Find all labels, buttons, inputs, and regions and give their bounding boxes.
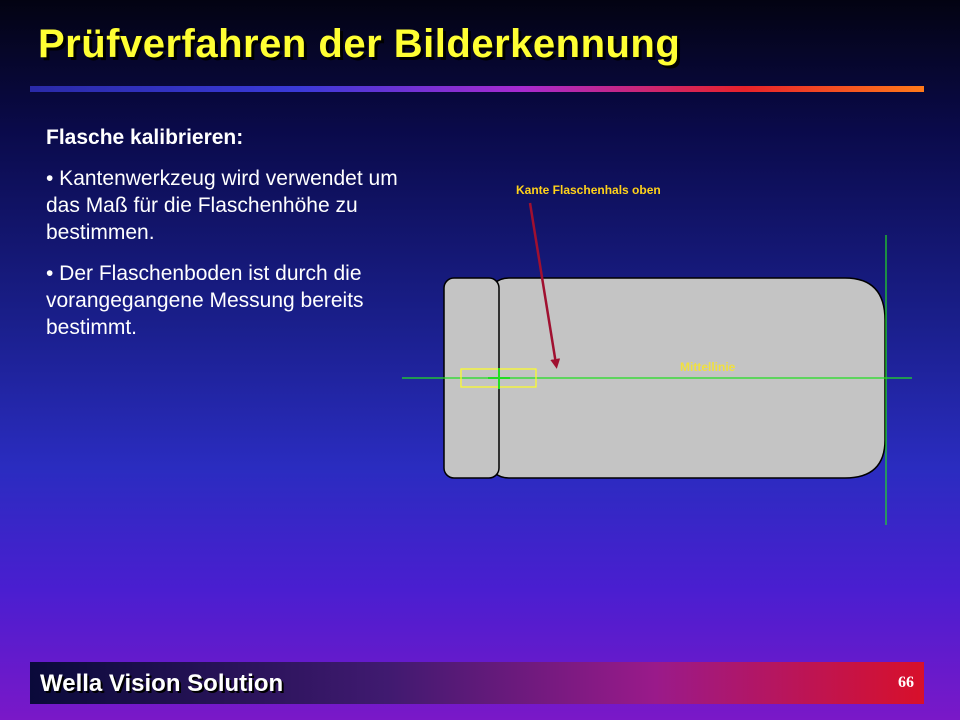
footer-brand: Wella Vision Solution — [40, 670, 284, 697]
section-heading: Flasche kalibrieren: — [46, 126, 244, 149]
label-edge-neck-top: Kante Flaschenhals oben — [516, 183, 661, 197]
footer-bar — [30, 662, 924, 704]
bullet-edge-tool: • Kantenwerkzeug wird verwendet um das Maß für die Flaschenhöhe zu bestimmen. — [46, 167, 398, 244]
label-centerline: Mittellinie — [680, 360, 736, 374]
page-number: 66 — [898, 674, 914, 691]
bullet-bottle-bottom: • Der Flaschenboden ist durch die vorangegangene Messung bereits bestimmt. — [46, 262, 364, 339]
slide-title: Prüfverfahren der Bilderkennung — [38, 22, 681, 66]
